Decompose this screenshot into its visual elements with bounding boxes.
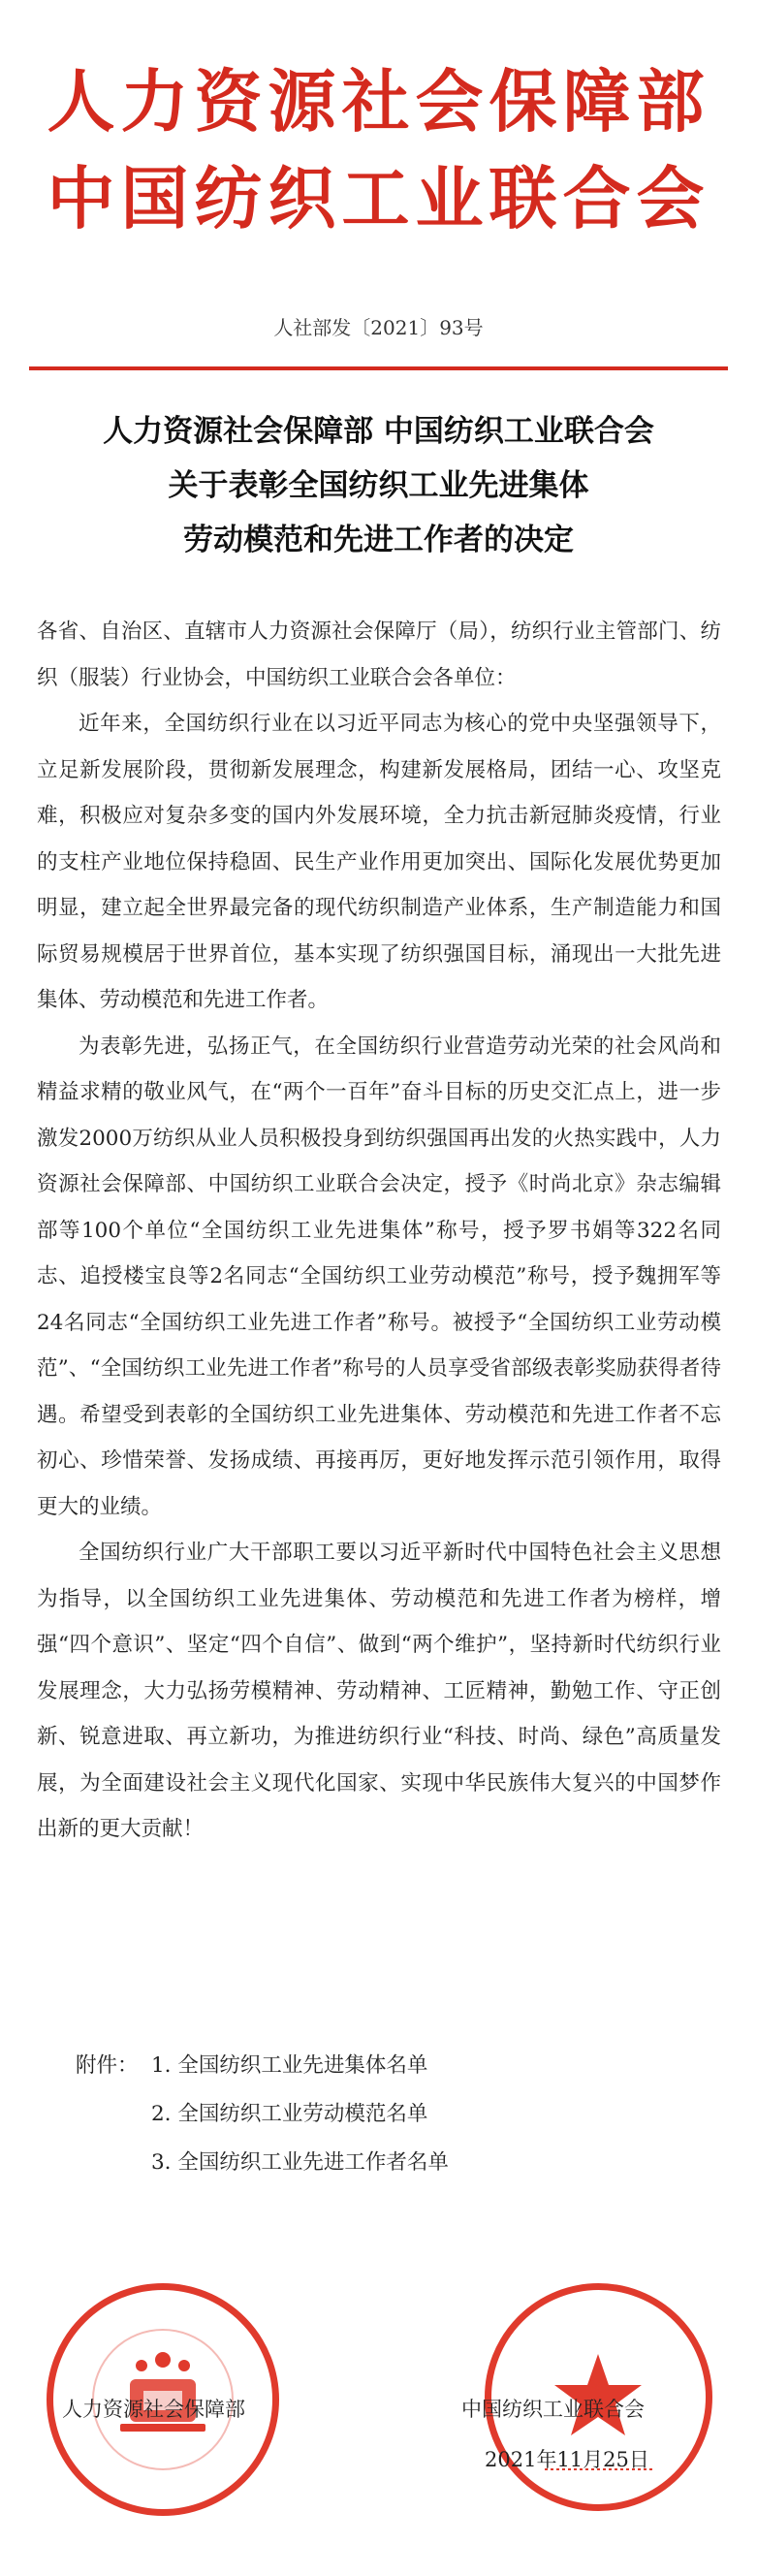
document-body xyxy=(37,609,721,1853)
attachment-item-3: 3. 全国纺织工业先进工作者名单 xyxy=(151,2150,449,2175)
attachments-list xyxy=(76,2042,449,2187)
signature-date: 2021年11月25日 xyxy=(485,2448,649,2471)
attachments-label: 附件： xyxy=(76,2053,139,2078)
issuing-org-line1: 人力资源社会保障部 xyxy=(47,61,710,142)
document-number: 人社部发〔2021〕93号 xyxy=(273,316,484,339)
title-line1: 人力资源社会保障部 中国纺织工业联合会 xyxy=(103,414,654,449)
body-paragraph-1: 近年来，全国纺织行业在以习近平同志为核心的党中央坚强领导下，立足新发展阶段，贯彻新发展理念，构建新发展格局，团结一心、攻坚克难，积极应对复杂多变的国内外发展环境，全力抗击新冠肺炎疫情，行业的支柱产业地位保持稳固、民生产业作用更加突出、国际化发展优势更加明显，建立起全世界最完备的现代纺织制造产业体系，生产制造能力和国际贸易规模居于世界首位，基本实现了纺织强国目标，涌现出一大批先进集体、劳动模范和先进工作者。 xyxy=(37,712,721,1012)
title-line2: 关于表彰全国纺织工业先进集体 xyxy=(168,468,589,503)
red-divider-line xyxy=(29,366,728,370)
body-paragraph-2: 为表彰先进，弘扬正气，在全国纺织行业营造劳动光荣的社会风尚和精益求精的敬业风气，在“两个一百年”奋斗目标的历史交汇点上，进一步激发2000万纺织从业人员积极投身到纺织强国再出发的火热实践中，人力资源社会保障部、中国纺织工业联合会决定，授予《时尚北京》杂志编辑部等100个单位“全国纺织工业先进集体”称号，授予罗书娟等322名同志、追授楼宝良等2名同志“全国纺织工业劳动模范”称号，授予魏拥军等24名同志“全国纺织工业先进工作者”称号。被授予“全国纺织工业劳动模范”、“全国纺织工业先进工作者”称号的人员享受省部级表彰奖励获得者待遇。希望受到表彰的全国纺织工业先进集体、劳动模范和先进工作者不忘初心、珍惜荣誉、发扬成绩、再接再厉，更好地发挥示范引领作用，取得更大的业绩。 xyxy=(37,1034,721,1519)
body-paragraph-3: 全国纺织行业广大干部职工要以习近平新时代中国特色社会主义思想为指导，以全国纺织工业先进集体、劳动模范和先进工作者为榜样，增强“四个意识”、坚定“四个自信”、做到“两个维护”，坚持新时代纺织行业发展理念，大力弘扬劳模精神、劳动精神、工匠精神，勤勉工作、守正创新、锐意进取、再立新功，为推进纺织行业“科技、时尚、绿色”高质量发展，为全面建设社会主义现代化国家、实现中华民族伟大复兴的中国梦作出新的更大贡献！ xyxy=(37,1541,721,1841)
signature-org-1: 人力资源社会保障部 xyxy=(62,2398,245,2421)
issuing-org-line2: 中国纺织工业联合会 xyxy=(47,158,710,239)
title-line3: 劳动模范和先进工作者的决定 xyxy=(183,523,574,557)
attachment-item-1: 1. 全国纺织工业先进集体名单 xyxy=(151,2053,428,2078)
salutation: 各省、自治区、直辖市人力资源社会保障厅（局），纺织行业主管部门、纺织（服装）行业协会，中国纺织工业联合会各单位： xyxy=(37,620,721,690)
signature-org-2: 中国纺织工业联合会 xyxy=(461,2398,645,2421)
attachment-item-2: 2. 全国纺织工业劳动模范名单 xyxy=(151,2102,428,2126)
